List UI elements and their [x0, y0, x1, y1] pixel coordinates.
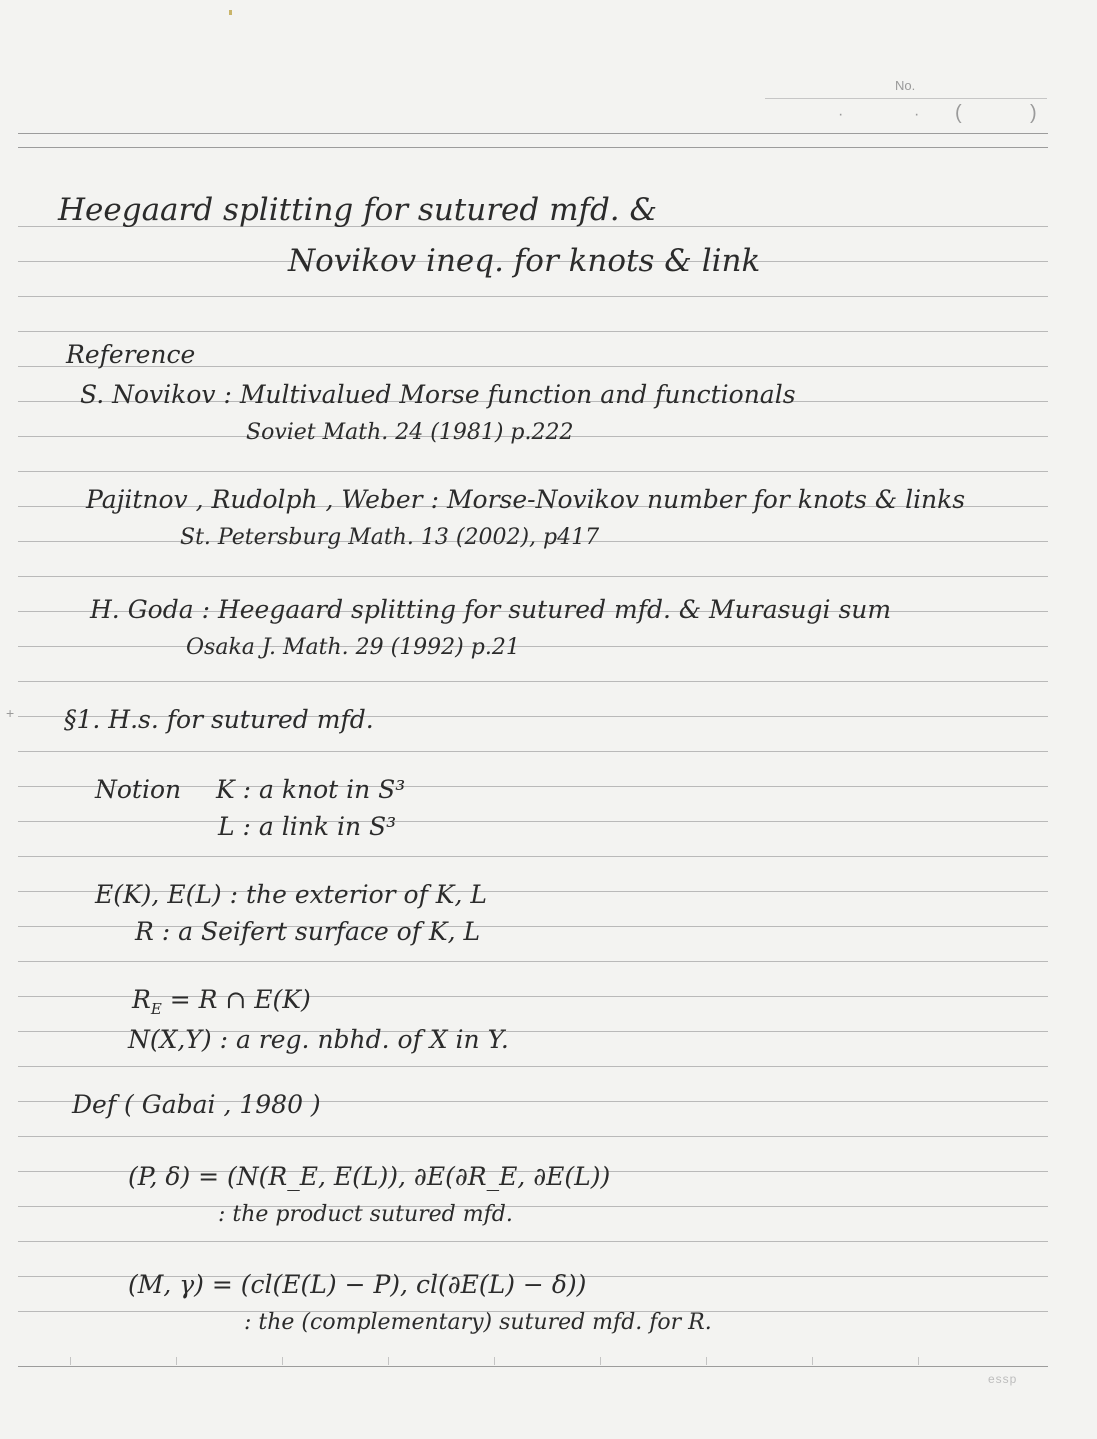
bottom-tick	[600, 1357, 601, 1365]
complement-description: : the (complementary) sutured mfd. for R.	[244, 1310, 712, 1335]
notion-link: L : a link in S³	[218, 812, 397, 841]
ruled-line	[18, 821, 1048, 822]
re-subscript: E	[150, 1000, 162, 1018]
bottom-tick	[812, 1357, 813, 1365]
reference-3-journal: Osaka J. Math. 29 (1992) p.21	[186, 635, 520, 660]
complement-formula: (M, γ) = (cl(E(L) − P), cl(∂E(L) − δ))	[128, 1270, 587, 1299]
header-number-rule	[765, 98, 1047, 99]
product-description: : the product sutured mfd.	[218, 1202, 513, 1227]
bottom-tick	[494, 1357, 495, 1365]
ruled-line	[18, 471, 1048, 472]
stray-mark	[229, 10, 232, 15]
bottom-tick	[70, 1357, 71, 1365]
ruled-line	[18, 1206, 1048, 1207]
re-equation: = R ∩ E(K)	[161, 985, 311, 1014]
product-formula: (P, δ) = (N(R_E, E(L)), ∂E(∂R_E, ∂E(L))	[128, 1162, 611, 1191]
re-symbol: R	[132, 985, 151, 1014]
ruled-line	[18, 856, 1048, 857]
reference-2-journal: St. Petersburg Math. 13 (2002), p417	[180, 525, 600, 550]
date-paren-close: )	[1030, 102, 1037, 124]
section-1-heading: §1. H.s. for sutured mfd.	[64, 705, 374, 734]
ruled-line	[18, 961, 1048, 962]
ruled-line	[18, 1136, 1048, 1137]
bottom-tick	[706, 1357, 707, 1365]
definition-heading: Def ( Gabai , 1980 )	[72, 1090, 321, 1119]
notion-label: Notion	[95, 775, 182, 804]
ruled-line	[18, 133, 1048, 134]
ruled-line	[18, 646, 1048, 647]
ruled-line	[18, 296, 1048, 297]
notion-knot: K : a knot in S³	[216, 775, 406, 804]
number-label: No.	[895, 78, 916, 93]
title-line-1: Heegaard splitting for sutured mfd. &	[58, 192, 658, 228]
reference-heading: Reference	[66, 340, 196, 369]
bottom-tick	[388, 1357, 389, 1365]
ruled-line	[18, 681, 1048, 682]
ruled-line	[18, 147, 1048, 148]
date-paren-open: (	[955, 102, 962, 124]
re-definition	[132, 985, 311, 1018]
ruled-line	[18, 576, 1048, 577]
ruled-line	[18, 331, 1048, 332]
ruled-line	[18, 1241, 1048, 1242]
reference-3-authors: H. Goda : Heegaard splitting for sutured mfd. & Murasugi sum	[90, 595, 892, 624]
date-separator-2: ·	[914, 106, 920, 123]
exterior-definition: E(K), E(L) : the exterior of K, L	[95, 880, 487, 909]
reference-1-journal: Soviet Math. 24 (1981) p.222	[246, 420, 574, 445]
reference-2-authors: Pajitnov , Rudolph , Weber : Morse-Novikov number for knots & links	[86, 485, 966, 514]
bottom-tick	[176, 1357, 177, 1365]
bottom-tick	[918, 1357, 919, 1365]
ruled-line-bottom	[18, 1366, 1048, 1367]
reference-1-authors: S. Novikov : Multivalued Morse function and functionals	[80, 380, 796, 409]
seifert-definition: R : a Seifert surface of K, L	[135, 917, 481, 946]
notebook-brand-logo: essp	[988, 1372, 1018, 1386]
nbhd-definition: N(X,Y) : a reg. nbhd. of X in Y.	[128, 1025, 509, 1054]
margin-plus-mark: +	[6, 705, 15, 721]
bottom-tick	[282, 1357, 283, 1365]
date-separator-1: ·	[838, 106, 844, 123]
ruled-line	[18, 751, 1048, 752]
ruled-line	[18, 1066, 1048, 1067]
title-line-2: Novikov ineq. for knots & link	[288, 243, 761, 279]
